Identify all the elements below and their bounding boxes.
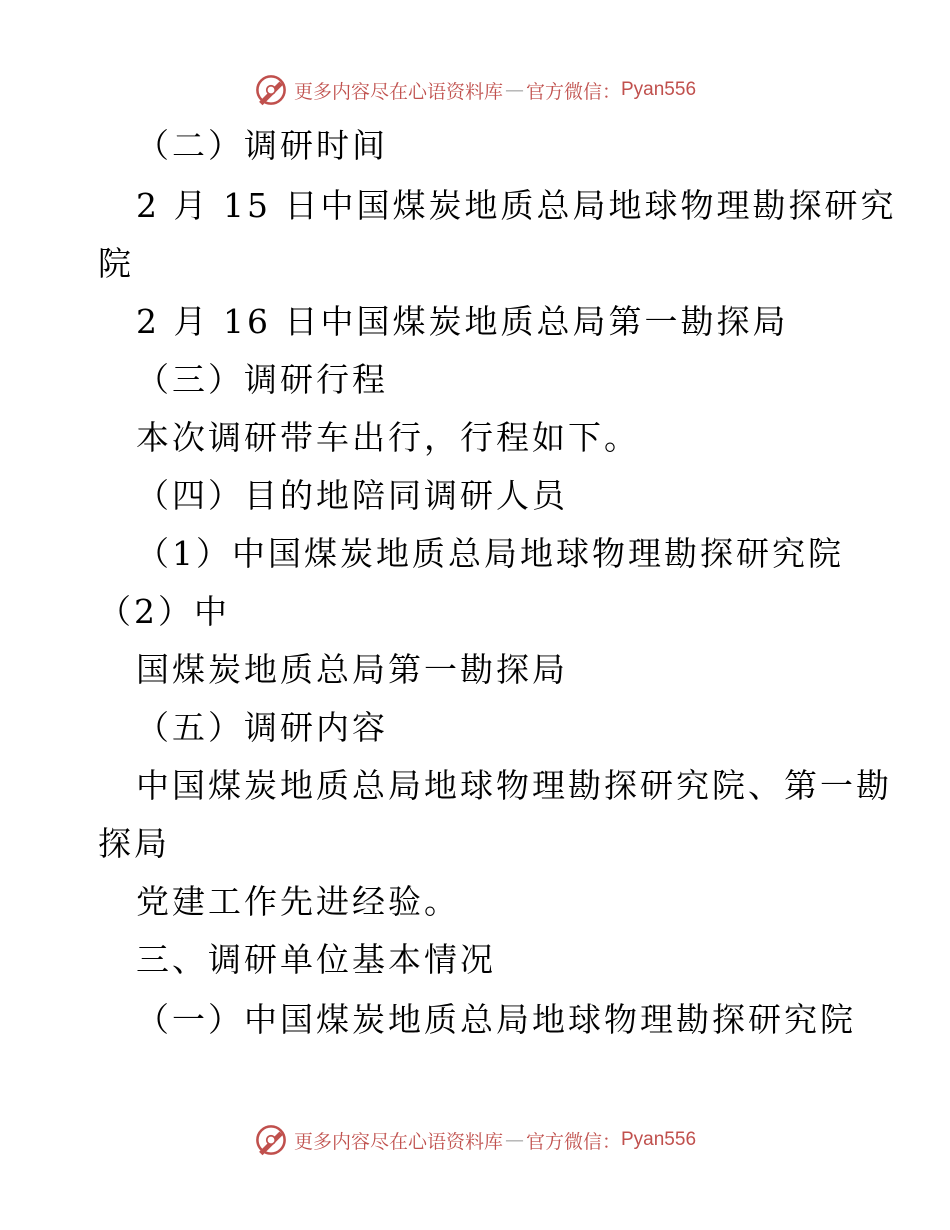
paragraph-line: 2 月 16 日中国煤炭地质总局第一勘探局 [136, 302, 789, 341]
paragraph-line: 探局 [98, 824, 170, 863]
watermark-separator: — [504, 1129, 524, 1151]
paragraph-line: 院 [98, 244, 134, 283]
section-heading-itinerary: （三）调研行程 [136, 360, 388, 399]
watermark-wechat-label: 官方微信： [525, 80, 621, 103]
watermark-main-text: 更多内容尽在心语资料库 [293, 1130, 503, 1153]
pen-logo-icon [254, 1123, 288, 1157]
paragraph-line: （2）中 [98, 592, 230, 631]
paragraph-line: 党建工作先进经验。 [136, 882, 460, 921]
footer-watermark [0, 1120, 950, 1160]
paragraph-line: 国煤炭地质总局第一勘探局 [136, 650, 568, 689]
section-heading-units: 三、调研单位基本情况 [136, 940, 496, 979]
header-watermark [0, 70, 950, 110]
watermark-wechat-id: Pyan556 [621, 79, 697, 100]
paragraph-line: （1）中国煤炭地质总局地球物理勘探研究院 [136, 534, 844, 573]
section-heading-time: （二）调研时间 [136, 126, 388, 165]
pen-logo-icon [254, 73, 288, 107]
section-heading-institute: （一）中国煤炭地质总局地球物理勘探研究院 [136, 1000, 856, 1039]
watermark-main-text: 更多内容尽在心语资料库 [293, 80, 503, 103]
paragraph-line: 2 月 15 日中国煤炭地质总局地球物理勘探研究 [136, 186, 897, 225]
paragraph-line: 中国煤炭地质总局地球物理勘探研究院、第一勘 [136, 766, 892, 805]
watermark-separator: — [504, 79, 524, 101]
watermark-wechat-id: Pyan556 [621, 1129, 697, 1150]
section-heading-staff: （四）目的地陪同调研人员 [136, 476, 568, 515]
section-heading-content: （五）调研内容 [136, 708, 388, 747]
watermark-wechat-label: 官方微信： [525, 1130, 621, 1153]
paragraph-line: 本次调研带车出行，行程如下。 [136, 418, 640, 457]
